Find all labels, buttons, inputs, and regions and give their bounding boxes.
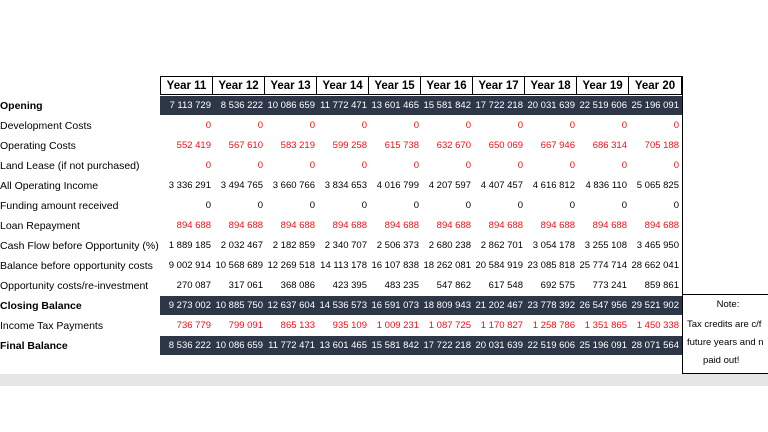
table-cell[interactable]: 0 (309, 120, 315, 131)
table-cell[interactable]: 0 (517, 120, 523, 131)
table-cell[interactable]: 8 536 222 (220, 100, 263, 111)
table-cell[interactable]: 17 722 218 (475, 100, 523, 111)
table-cell[interactable]: 0 (673, 160, 679, 171)
table-cell[interactable]: 10 568 689 (215, 260, 263, 271)
table-cell[interactable]: 4 407 457 (480, 180, 523, 191)
table-cell[interactable]: 1 258 786 (532, 320, 575, 331)
table-cell[interactable]: 21 202 467 (475, 300, 523, 311)
table-cell[interactable]: 894 688 (644, 220, 679, 231)
year-header-10[interactable]: Year 20 (628, 76, 682, 95)
year-header-3[interactable]: Year 13 (264, 76, 316, 95)
table-cell[interactable]: 615 738 (384, 140, 419, 151)
table-cell[interactable]: 2 680 238 (428, 240, 471, 251)
table-right-border (682, 76, 683, 294)
row-label[interactable]: Loan Repayment (0, 220, 80, 232)
table-cell[interactable]: 368 086 (280, 280, 315, 291)
table-cell[interactable]: 0 (673, 200, 679, 211)
table-cell[interactable]: 11 772 471 (268, 340, 315, 351)
table-cell[interactable]: 4 836 110 (585, 180, 627, 191)
table-cell[interactable]: 1 889 185 (168, 240, 211, 251)
table-cell[interactable]: 20 584 919 (475, 260, 523, 271)
note-box (682, 294, 768, 374)
table-cell[interactable]: 0 (205, 160, 211, 171)
row-label[interactable]: Opportunity costs/re-investment (0, 280, 149, 292)
table-cell[interactable]: 23 778 392 (527, 300, 575, 311)
table-cell[interactable]: 25 774 714 (579, 260, 627, 271)
table-cell[interactable]: 1 009 231 (376, 320, 419, 331)
table-cell[interactable]: 3 255 108 (584, 240, 627, 251)
table-cell[interactable]: 894 688 (540, 220, 575, 231)
table-cell[interactable]: 1 087 725 (428, 320, 471, 331)
table-cell[interactable]: 423 395 (332, 280, 367, 291)
table-cell[interactable]: 859 861 (644, 280, 679, 291)
table-cell[interactable]: 26 547 956 (579, 300, 627, 311)
table-cell[interactable]: 7 113 729 (169, 100, 211, 111)
table-cell[interactable]: 317 061 (228, 280, 263, 291)
table-cell[interactable]: 0 (569, 160, 575, 171)
table-cell[interactable]: 1 450 338 (636, 320, 679, 331)
year-header-8[interactable]: Year 18 (524, 76, 576, 95)
table-cell[interactable]: 0 (205, 200, 211, 211)
table-cell[interactable]: 0 (361, 200, 367, 211)
year-header-6[interactable]: Year 16 (420, 76, 472, 95)
table-cell[interactable]: 599 258 (332, 140, 367, 151)
table-cell[interactable]: 16 107 838 (371, 260, 419, 271)
table-cell[interactable]: 2 182 859 (272, 240, 315, 251)
table-cell[interactable]: 0 (257, 200, 263, 211)
table-cell[interactable]: 894 688 (228, 220, 263, 231)
year-header-7[interactable]: Year 17 (472, 76, 524, 95)
table-cell[interactable]: 2 340 707 (324, 240, 367, 251)
note-line-1: Tax credits are c/f (687, 319, 762, 330)
table-cell[interactable]: 9 002 914 (168, 260, 211, 271)
table-cell[interactable]: 865 133 (280, 320, 315, 331)
year-header-2[interactable]: Year 12 (212, 76, 264, 95)
table-cell[interactable]: 10 086 659 (215, 340, 263, 351)
table-cell[interactable]: 0 (413, 120, 419, 131)
row-label[interactable]: Funding amount received (0, 200, 119, 212)
table-cell[interactable]: 4 016 799 (376, 180, 419, 191)
row-label[interactable]: Operating Costs (0, 140, 76, 152)
table-cell[interactable]: 2 862 701 (480, 240, 523, 251)
table-cell[interactable]: 9 273 002 (168, 300, 211, 311)
table-cell[interactable]: 28 071 564 (631, 340, 679, 351)
row-label[interactable]: Cash Flow before Opportunity (%) (0, 240, 159, 252)
table-cell[interactable]: 12 269 518 (267, 260, 315, 271)
table-cell[interactable]: 8 536 222 (168, 340, 211, 351)
row-label[interactable]: Final Balance (0, 340, 68, 352)
table-cell[interactable]: 567 610 (228, 140, 263, 151)
table-cell[interactable]: 0 (361, 160, 367, 171)
table-cell[interactable]: 1 351 865 (584, 320, 627, 331)
table-cell[interactable]: 15 581 842 (371, 340, 419, 351)
table-cell[interactable]: 0 (465, 200, 471, 211)
table-cell[interactable]: 5 065 825 (636, 180, 679, 191)
table-cell[interactable]: 894 688 (488, 220, 523, 231)
table-cell[interactable]: 10 885 750 (215, 300, 263, 311)
table-cell[interactable]: 0 (621, 200, 627, 211)
table-cell[interactable]: 0 (205, 120, 211, 131)
table-cell[interactable]: 650 069 (488, 140, 523, 151)
table-cell[interactable]: 773 241 (592, 280, 627, 291)
table-cell[interactable]: 3 494 765 (220, 180, 263, 191)
year-header-9[interactable]: Year 19 (576, 76, 628, 95)
table-cell[interactable]: 14 536 573 (319, 300, 367, 311)
table-cell[interactable]: 270 087 (176, 280, 211, 291)
table-cell[interactable]: 13 601 465 (371, 100, 419, 111)
table-cell[interactable]: 686 314 (592, 140, 627, 151)
table-cell[interactable]: 617 548 (488, 280, 523, 291)
row-label[interactable]: Closing Balance (0, 300, 82, 312)
note-line-3: paid out! (703, 355, 740, 366)
table-cell[interactable]: 4 207 597 (428, 180, 471, 191)
table-cell[interactable]: 894 688 (332, 220, 367, 231)
table-cell[interactable]: 0 (309, 160, 315, 171)
table-cell[interactable]: 18 809 943 (423, 300, 471, 311)
table-cell[interactable]: 894 688 (176, 220, 211, 231)
table-cell[interactable]: 2 032 467 (220, 240, 263, 251)
table-cell[interactable]: 0 (621, 160, 627, 171)
table-cell[interactable]: 736 779 (176, 320, 211, 331)
table-cell[interactable]: 0 (413, 200, 419, 211)
table-cell[interactable]: 692 575 (540, 280, 575, 291)
table-cell[interactable]: 0 (257, 160, 263, 171)
year-header-5[interactable]: Year 15 (368, 76, 420, 95)
table-cell[interactable]: 483 235 (384, 280, 419, 291)
year-header-1[interactable]: Year 11 (160, 76, 212, 95)
table-cell[interactable]: 11 772 471 (320, 100, 367, 111)
table-cell[interactable]: 0 (569, 120, 575, 131)
table-cell[interactable]: 14 113 178 (320, 260, 367, 271)
table-cell[interactable]: 0 (569, 200, 575, 211)
note-title: Note: (716, 299, 740, 310)
row-label[interactable]: Opening (0, 100, 43, 112)
table-cell[interactable]: 18 262 081 (423, 260, 471, 271)
row-label[interactable]: All Operating Income (0, 180, 99, 192)
table-cell[interactable]: 705 188 (644, 140, 679, 151)
table-cell[interactable]: 0 (257, 120, 263, 131)
table-cell[interactable]: 894 688 (384, 220, 419, 231)
table-cell[interactable]: 20 031 639 (527, 100, 575, 111)
table-cell[interactable]: 17 722 218 (423, 340, 471, 351)
table-cell[interactable]: 3 660 766 (272, 180, 315, 191)
table-cell[interactable]: 4 616 812 (532, 180, 575, 191)
table-cell[interactable]: 23 085 818 (527, 260, 575, 271)
table-cell[interactable]: 25 196 091 (579, 340, 627, 351)
table-cell[interactable]: 0 (413, 160, 419, 171)
sheet-bottom-bar (0, 374, 768, 386)
table-cell[interactable]: 1 170 827 (480, 320, 523, 331)
table-cell[interactable]: 583 219 (280, 140, 315, 151)
table-cell[interactable]: 3 054 178 (532, 240, 575, 251)
year-header-4[interactable]: Year 14 (316, 76, 368, 95)
table-cell[interactable]: 935 109 (332, 320, 367, 331)
table-cell[interactable]: 552 419 (176, 140, 211, 151)
table-cell[interactable]: 10 086 659 (267, 100, 315, 111)
table-cell[interactable]: 16 591 073 (371, 300, 419, 311)
table-cell[interactable]: 0 (517, 160, 523, 171)
table-cell[interactable]: 3 834 653 (324, 180, 367, 191)
table-cell[interactable]: 3 336 291 (168, 180, 211, 191)
table-cell[interactable]: 894 688 (592, 220, 627, 231)
table-cell[interactable]: 0 (465, 120, 471, 131)
table-cell[interactable]: 547 862 (436, 280, 471, 291)
table-cell[interactable]: 3 465 950 (636, 240, 679, 251)
table-cell[interactable]: 667 946 (540, 140, 575, 151)
row-label[interactable]: Income Tax Payments (0, 320, 104, 332)
table-cell[interactable]: 632 670 (436, 140, 471, 151)
table-cell[interactable]: 0 (361, 120, 367, 131)
row-label[interactable]: Land Lease (if not purchased) (0, 160, 140, 172)
table-cell[interactable]: 0 (465, 160, 471, 171)
table-cell[interactable]: 25 196 091 (631, 100, 679, 111)
row-label[interactable]: Balance before opportunity costs (0, 260, 153, 272)
row-label[interactable]: Development Costs (0, 120, 92, 132)
table-cell[interactable]: 0 (517, 200, 523, 211)
table-cell[interactable]: 12 637 604 (267, 300, 315, 311)
table-cell[interactable]: 799 091 (228, 320, 263, 331)
table-cell[interactable]: 894 688 (436, 220, 471, 231)
table-cell[interactable]: 0 (621, 120, 627, 131)
table-cell[interactable]: 2 506 373 (376, 240, 419, 251)
table-cell[interactable]: 29 521 902 (631, 300, 679, 311)
table-cell[interactable]: 894 688 (280, 220, 315, 231)
table-cell[interactable]: 15 581 842 (423, 100, 471, 111)
table-cell[interactable]: 20 031 639 (475, 340, 523, 351)
table-cell[interactable]: 22 519 606 (579, 100, 627, 111)
table-cell[interactable]: 13 601 465 (319, 340, 367, 351)
note-line-2: future years and n (687, 337, 764, 348)
table-cell[interactable]: 22 519 606 (527, 340, 575, 351)
table-cell[interactable]: 28 662 041 (631, 260, 679, 271)
table-cell[interactable]: 0 (309, 200, 315, 211)
table-cell[interactable]: 0 (673, 120, 679, 131)
